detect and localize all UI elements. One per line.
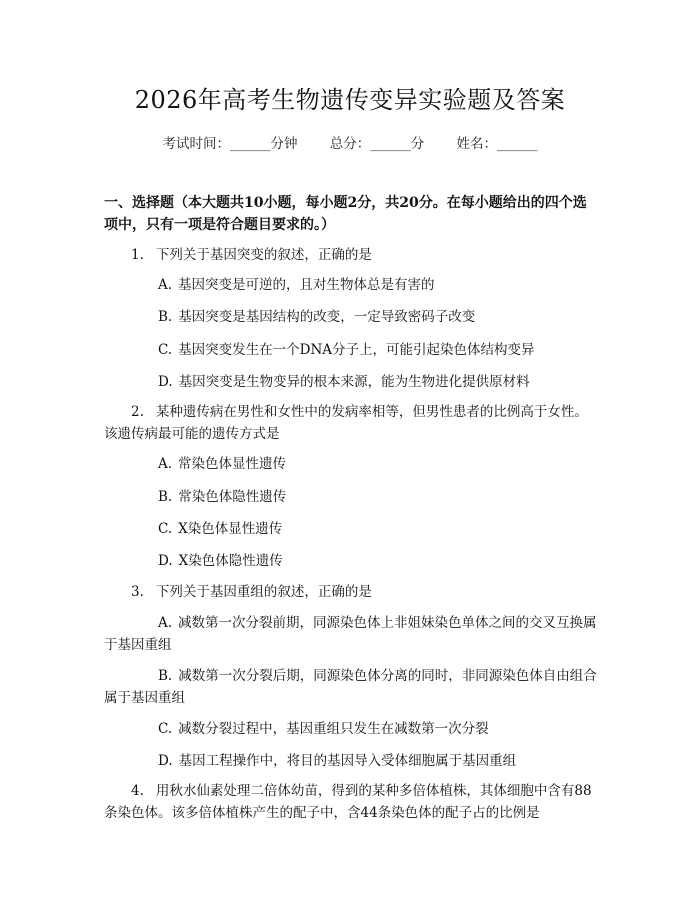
question-2-option-c <box>104 518 600 540</box>
option-text: 常染色体显性遗传 <box>178 456 287 472</box>
option-text: 基因突变是可逆的，且对生物体总是有害的 <box>178 277 435 293</box>
section-heading: 一、选择题（本大题共10小题，每小题2分，共20分。在每小题给出的四个选项中，只有一项是符合题目要求的。） <box>104 195 587 233</box>
option-letter: A. <box>158 277 173 293</box>
option-text: 减数分裂过程中，基因重组只发生在减数第一次分裂 <box>178 721 489 737</box>
option-letter: B. <box>158 489 173 505</box>
question-stem: 下列关于基因突变的叙述，正确的是 <box>155 247 372 263</box>
question-stem: 下列关于基因重组的叙述，正确的是 <box>155 584 372 600</box>
question-2-option-a <box>104 453 600 475</box>
option-letter: B. <box>158 309 173 325</box>
option-text: 基因突变发生在一个DNA分子上，可能引起染色体结构变异 <box>178 342 535 358</box>
question-2-option-b <box>104 486 600 508</box>
question-number: 2. <box>131 404 144 420</box>
option-text: 基因突变是生物变异的根本来源，能为生物进化提供原材料 <box>178 374 530 390</box>
time-label: 考试时间：______分钟 <box>162 136 298 152</box>
question-stem: 某种遗传病在男性和女性中的发病率相等，但男性患者的比例高于女性。该遗传病最可能的遗传方式是 <box>104 404 588 442</box>
option-letter: D. <box>158 553 173 569</box>
question-1 <box>104 244 600 266</box>
option-text: X染色体显性遗传 <box>178 521 283 537</box>
question-3-option-d <box>104 750 600 772</box>
option-text: 基因工程操作中，将目的基因导入受体细胞属于基因重组 <box>178 753 517 769</box>
question-number: 3. <box>131 584 144 600</box>
question-3 <box>104 581 600 603</box>
option-text: 常染色体隐性遗传 <box>178 489 287 505</box>
question-2 <box>104 401 600 445</box>
option-letter: A. <box>158 615 173 631</box>
option-letter: D. <box>158 753 173 769</box>
score-label: 总分：______分 <box>329 136 425 152</box>
question-2-option-d <box>104 550 600 572</box>
question-1-option-c <box>104 339 600 361</box>
question-number: 1. <box>131 247 144 263</box>
option-text: 减数第一次分裂后期，同源染色体分离的同时，非同源染色体自由组合属于基因重组 <box>104 668 597 706</box>
question-1-option-a <box>104 274 600 296</box>
option-text: X染色体隐性遗传 <box>178 553 283 569</box>
option-letter: C. <box>158 521 173 537</box>
question-3-option-a <box>104 612 600 656</box>
option-letter: C. <box>158 721 173 737</box>
question-3-option-b <box>104 665 600 709</box>
name-label: 姓名：______ <box>456 136 538 152</box>
option-letter: B. <box>158 668 173 684</box>
question-1-option-b <box>104 306 600 328</box>
exam-meta <box>0 132 700 152</box>
question-number: 4. <box>131 783 144 799</box>
page-title: 2026年高考生物遗传变异实验题及答案 <box>134 86 566 114</box>
option-letter: A. <box>158 456 173 472</box>
question-stem: 用秋水仙素处理二倍体幼苗，得到的某种多倍体植株，其体细胞中含有88条染色体。该多倍体植株产生的配子中，含44条染色体的配子占的比例是 <box>104 783 592 821</box>
option-letter: C. <box>158 342 173 358</box>
question-4 <box>104 780 600 824</box>
option-letter: D. <box>158 374 173 390</box>
question-3-option-c <box>104 718 600 740</box>
option-text: 减数第一次分裂前期，同源染色体上非姐妹染色单体之间的交叉互换属于基因重组 <box>104 615 597 653</box>
option-text: 基因突变是基因结构的改变，一定导致密码子改变 <box>178 309 476 325</box>
question-1-option-d <box>104 371 600 393</box>
